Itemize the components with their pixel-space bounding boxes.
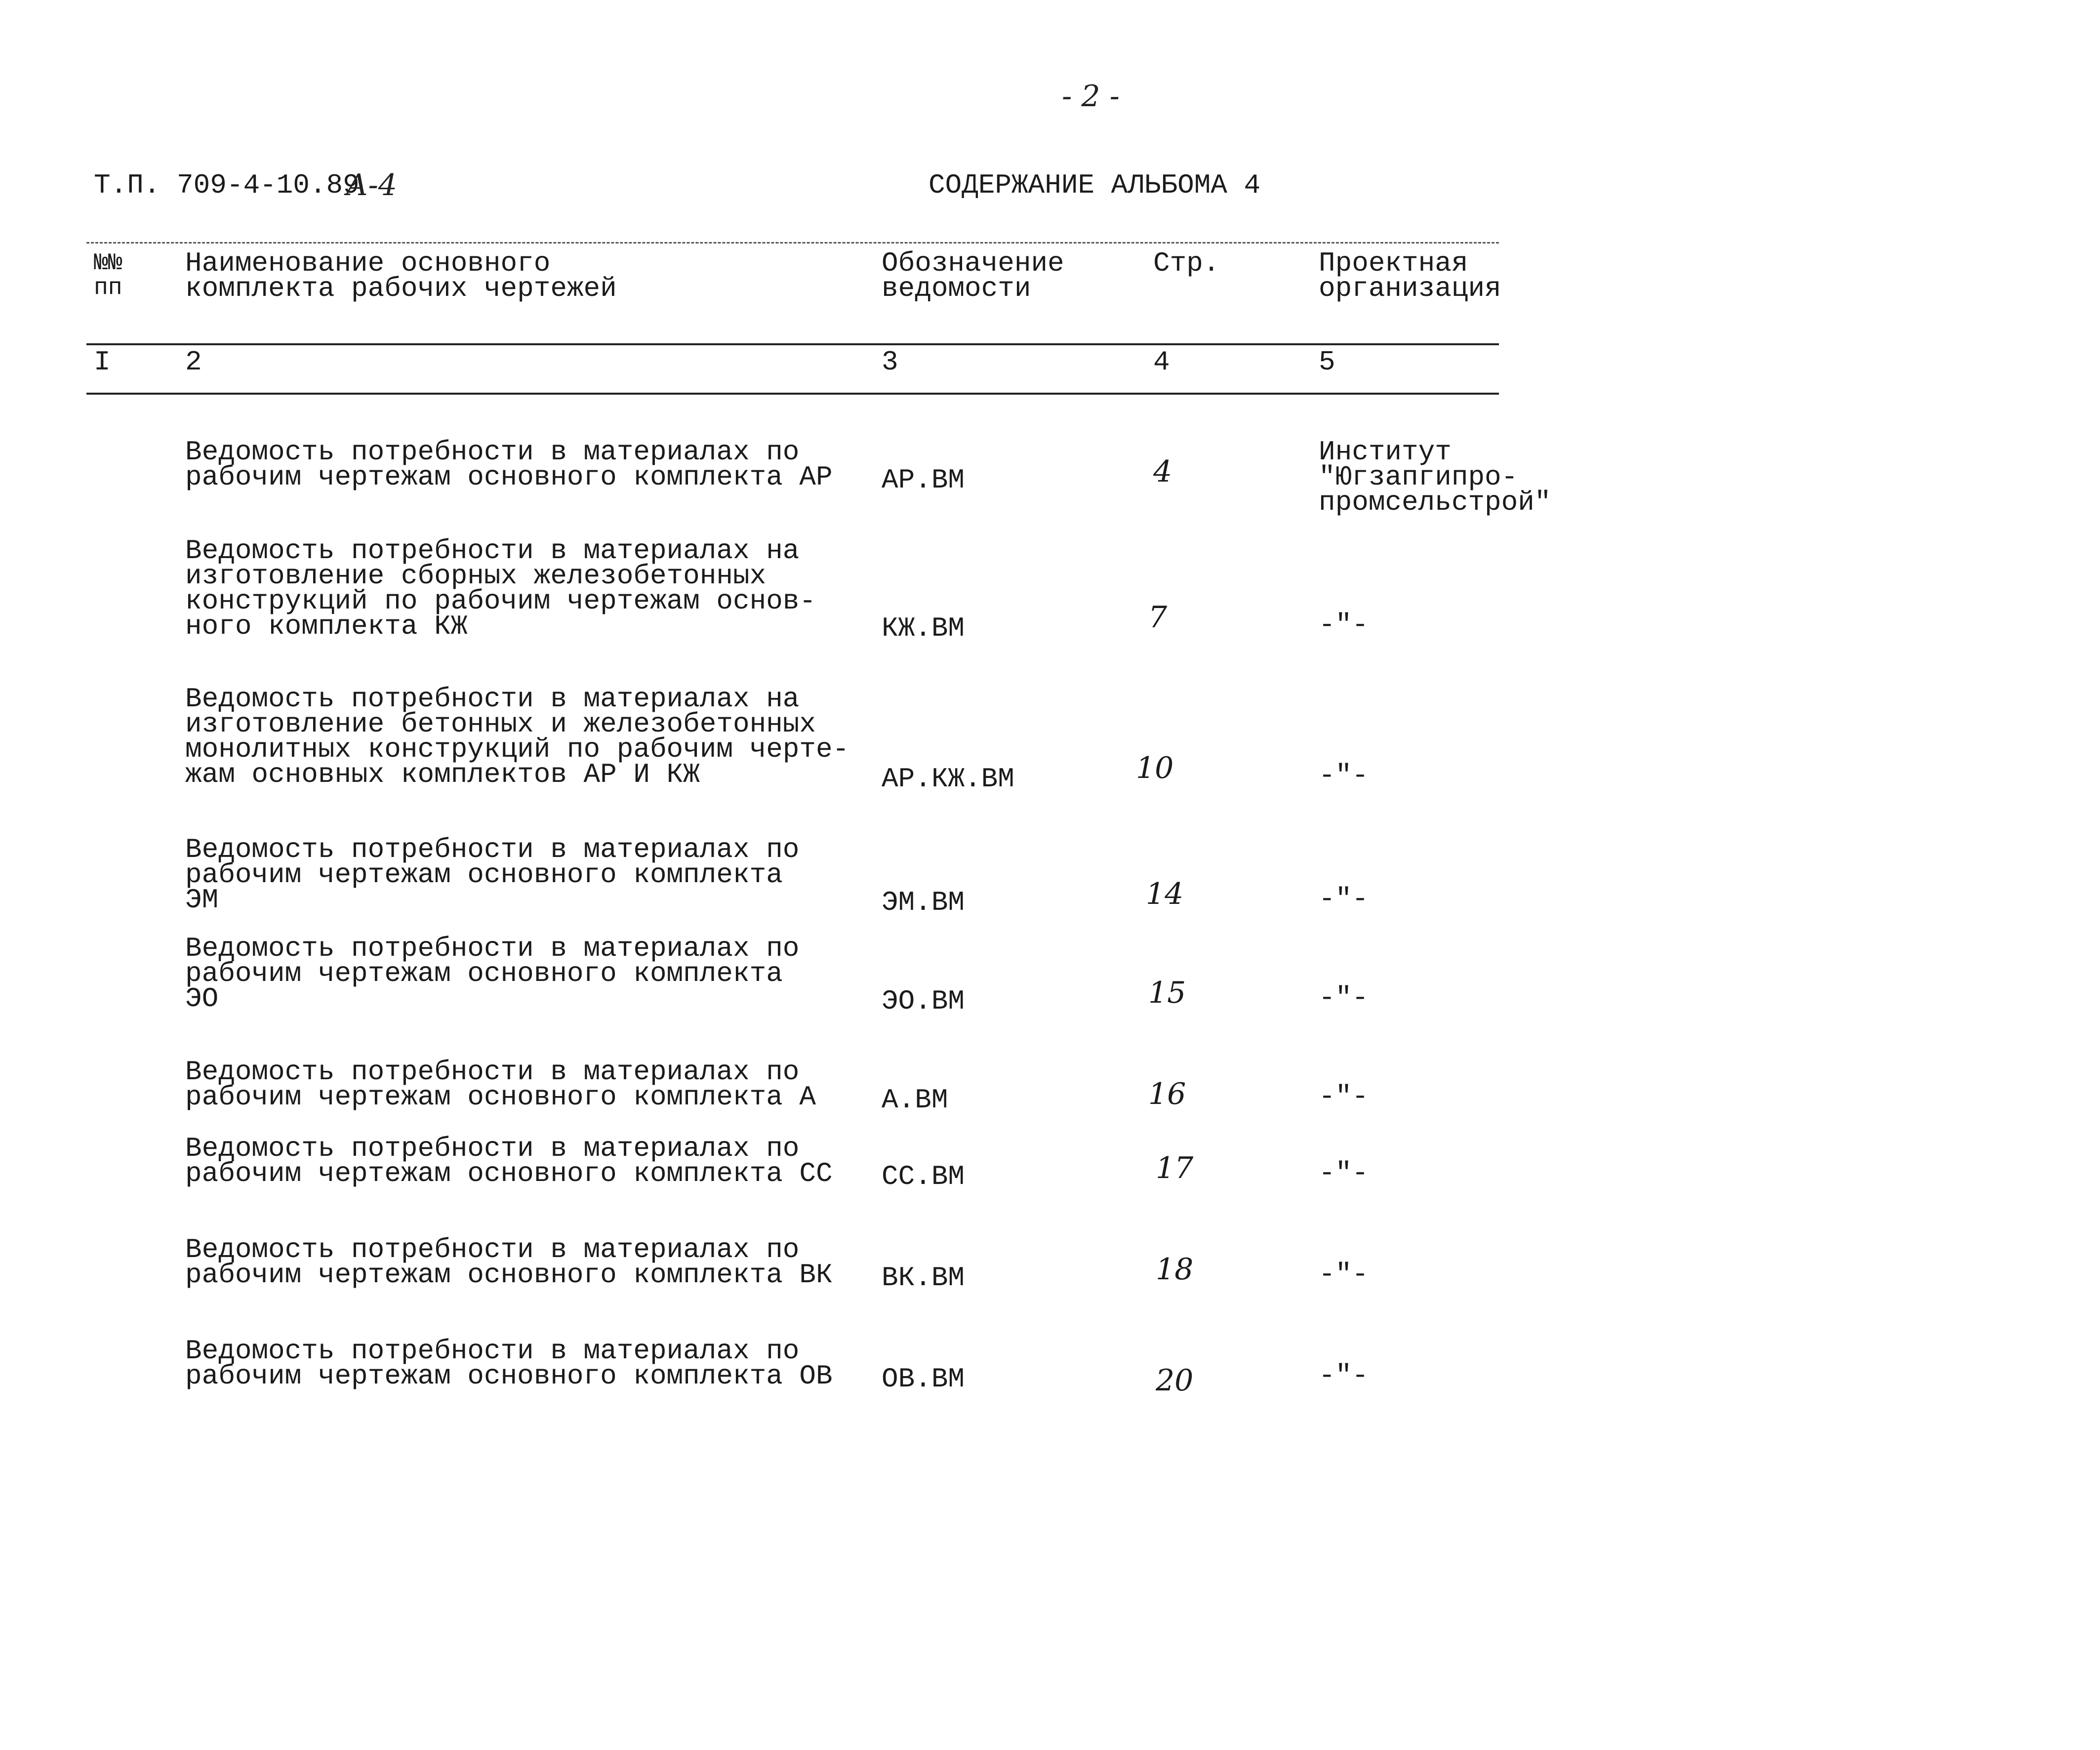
table-row-name: Ведомость потребности в материалах по рабочим чертежам основного комплекта СС [185, 1133, 833, 1189]
table-row-code: ЭО.ВМ [882, 985, 965, 1017]
table-row-page: 16 [1148, 1077, 1186, 1111]
table-row-page: 10 [1136, 751, 1174, 785]
table-row-name: Ведомость потребности в материалах по рабочим чертежам основного комплекта А [185, 1056, 816, 1113]
column-number-2: 2 [185, 346, 202, 378]
column-number-5: 5 [1319, 346, 1335, 378]
table-row-organization: -"- [1319, 760, 1369, 791]
table-row-code: КЖ.ВМ [882, 612, 965, 644]
table-row-name: Ведомость потребности в материалах по рабочим чертежам основного комплекта ВК [185, 1234, 833, 1291]
column-number-1: I [94, 346, 111, 378]
table-row-organization: -"- [1319, 1081, 1369, 1112]
table-row-code: АР.КЖ.ВМ [882, 763, 1014, 795]
table-row-page: 17 [1156, 1151, 1194, 1185]
table-row-page: 4 [1153, 454, 1172, 489]
table-row-code: АР.ВМ [882, 464, 965, 496]
table-row-page: 18 [1156, 1252, 1194, 1287]
table-row-name: Ведомость потребности в материалах по рабочим чертежам основного комплекта ЭМ [185, 834, 800, 916]
table-row-code: ЭМ.ВМ [882, 887, 965, 918]
document-suffix-handwritten: А-4 [346, 168, 397, 203]
column-numbers-bottom-rule [86, 393, 1499, 395]
table-row-organization: -"- [1319, 609, 1369, 641]
header-bottom-rule [86, 343, 1499, 345]
table-row-name: Ведомость потребности в материалах по рабочим чертежам основного комплекта ЭО [185, 933, 800, 1015]
header-organization: Проектная организация [1319, 247, 1501, 304]
table-row-organization: -"- [1319, 1157, 1369, 1189]
table-row-page: 7 [1148, 600, 1168, 635]
table-row-page: 15 [1148, 976, 1186, 1010]
page-number: - 2 - [1062, 79, 1120, 114]
table-row-organization: Институт "Югзапгипро- промсельстрой" [1319, 436, 1551, 518]
column-number-4: 4 [1153, 346, 1170, 378]
column-number-3: 3 [882, 346, 898, 378]
table-row-organization: -"- [1319, 883, 1369, 915]
table-row-page: 14 [1146, 877, 1184, 911]
table-row-organization: -"- [1319, 1259, 1369, 1290]
table-row-name: Ведомость потребности в материалах на изготовление сборных железобетонных конструкций по рабочим чертежам основ- ного комплекта КЖ [185, 535, 816, 642]
table-row-code: А.ВМ [882, 1084, 948, 1116]
header-num: №№ пп [94, 250, 122, 301]
table-row-name: Ведомость потребности в материалах на изготовление бетонных и железобетонных монолитных конструкций по рабочим черте- жам основных комплектов АР И КЖ [185, 683, 849, 790]
table-row-code: ОВ.ВМ [882, 1363, 965, 1395]
table-row-name: Ведомость потребности в материалах по рабочим чертежам основного комплекта ОВ [185, 1335, 833, 1392]
header-name: Наименование основного комплекта рабочих чертежей [185, 247, 617, 304]
document-code: Т.П. 709-4-10.89 [94, 169, 360, 201]
header-designation: Обозначение ведомости [882, 247, 1064, 304]
table-row-organization: -"- [1319, 982, 1369, 1014]
table-row-code: ВК.ВМ [882, 1262, 965, 1294]
table-row-organization: -"- [1319, 1360, 1369, 1391]
page-title: СОДЕРЖАНИЕ АЛЬБОМА 4 [929, 169, 1261, 201]
table-top-rule [86, 242, 1499, 244]
table-row-page: 20 [1156, 1363, 1194, 1398]
header-page: Стр. [1153, 247, 1220, 279]
table-row-code: СС.ВМ [882, 1161, 965, 1192]
table-row-name: Ведомость потребности в материалах по рабочим чертежам основного комплекта АР [185, 436, 833, 493]
